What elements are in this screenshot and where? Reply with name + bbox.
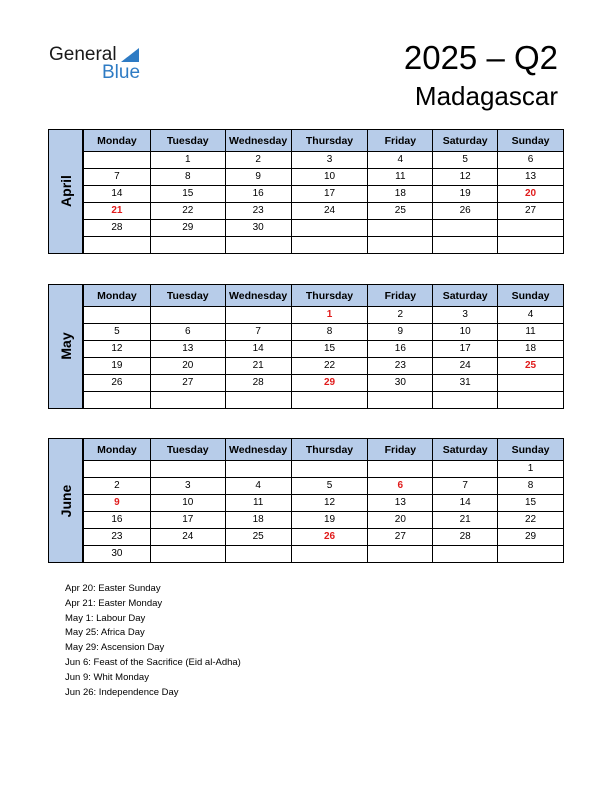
empty-day-cell [498,392,564,409]
day-cell: 2 [84,478,151,495]
day-cell: 28 [84,220,151,237]
day-cell: 25 [368,203,433,220]
month-label [48,129,83,254]
day-cell: 5 [433,152,498,169]
day-cell: 9 [225,169,291,186]
day-cell: 8 [150,169,225,186]
day-cell: 5 [84,324,151,341]
empty-day-cell [291,220,368,237]
holiday-note: Apr 21: Easter Monday [65,597,163,609]
holiday-note: Jun 9: Whit Monday [65,671,149,683]
week-row [84,169,564,186]
weekday-header: Friday [368,285,433,307]
day-cell: 24 [150,529,225,546]
weekday-header-row [84,439,564,461]
month-table [83,284,564,409]
day-cell: 30 [368,375,433,392]
day-cell: 26 [433,203,498,220]
empty-day-cell [498,237,564,254]
day-cell: 24 [433,358,498,375]
day-cell: 26 [84,375,151,392]
day-cell: 18 [498,341,564,358]
day-cell: 27 [150,375,225,392]
day-cell: 23 [84,529,151,546]
weekday-header: Thursday [291,285,368,307]
day-cell: 4 [498,307,564,324]
empty-day-cell [433,461,498,478]
week-row [84,529,564,546]
holiday-note: May 29: Ascension Day [65,642,165,654]
weekday-header-row [84,130,564,152]
day-cell: 22 [498,512,564,529]
week-row [84,152,564,169]
empty-day-cell [368,461,433,478]
weekday-header: Saturday [433,439,498,461]
day-cell: 10 [150,495,225,512]
empty-day-cell [225,392,291,409]
empty-day-cell [150,237,225,254]
empty-day-cell [433,220,498,237]
weekday-header: Monday [84,285,151,307]
day-cell: 12 [433,169,498,186]
empty-day-cell [150,461,225,478]
day-cell: 19 [433,186,498,203]
generalblue-logo [49,44,149,84]
weekday-header: Tuesday [150,285,225,307]
day-cell: 27 [368,529,433,546]
empty-day-cell [433,546,498,563]
day-cell: 14 [225,341,291,358]
empty-day-cell [84,307,151,324]
week-row [84,392,564,409]
day-cell: 17 [150,512,225,529]
weekday-header: Sunday [498,130,564,152]
day-cell: 18 [225,512,291,529]
day-cell: 4 [225,478,291,495]
holiday-day-cell: 26 [291,529,368,546]
day-cell: 1 [498,461,564,478]
empty-day-cell [225,546,291,563]
day-cell: 11 [498,324,564,341]
weekday-header: Sunday [498,439,564,461]
day-cell: 15 [150,186,225,203]
day-cell: 12 [291,495,368,512]
month-name: June [57,484,74,517]
weekday-header: Wednesday [225,285,291,307]
empty-day-cell [84,237,151,254]
month-name: April [57,175,74,208]
day-cell: 13 [498,169,564,186]
weekday-header: Saturday [433,130,498,152]
week-row [84,203,564,220]
logo-triangle-icon [121,48,139,62]
day-cell: 5 [291,478,368,495]
weekday-header: Wednesday [225,130,291,152]
weekday-header-row [84,285,564,307]
holiday-day-cell: 29 [291,375,368,392]
day-cell: 20 [150,358,225,375]
month-label [48,284,83,409]
empty-day-cell [368,220,433,237]
day-cell: 16 [368,341,433,358]
holiday-note: May 1: Labour Day [65,612,146,624]
day-cell: 22 [291,358,368,375]
day-cell: 10 [433,324,498,341]
month-label [48,438,83,563]
week-row [84,186,564,203]
week-row [84,341,564,358]
week-row [84,307,564,324]
week-row [84,375,564,392]
day-cell: 21 [225,358,291,375]
day-cell: 4 [368,152,433,169]
day-cell: 1 [150,152,225,169]
day-cell: 9 [368,324,433,341]
empty-day-cell [291,237,368,254]
day-cell: 14 [433,495,498,512]
day-cell: 23 [225,203,291,220]
empty-day-cell [291,392,368,409]
empty-day-cell [84,392,151,409]
day-cell: 12 [84,341,151,358]
empty-day-cell [498,546,564,563]
day-cell: 3 [150,478,225,495]
day-cell: 25 [225,529,291,546]
day-cell: 22 [150,203,225,220]
weekday-header: Friday [368,439,433,461]
day-cell: 21 [433,512,498,529]
holiday-day-cell: 20 [498,186,564,203]
day-cell: 7 [433,478,498,495]
empty-day-cell [368,392,433,409]
day-cell: 10 [291,169,368,186]
empty-day-cell [84,152,151,169]
empty-day-cell [150,392,225,409]
day-cell: 29 [150,220,225,237]
day-cell: 6 [150,324,225,341]
day-cell: 15 [291,341,368,358]
week-row [84,358,564,375]
weekday-header: Monday [84,439,151,461]
day-cell: 28 [433,529,498,546]
day-cell: 16 [225,186,291,203]
weekday-header: Thursday [291,439,368,461]
day-cell: 24 [291,203,368,220]
month-table [83,129,564,254]
day-cell: 13 [150,341,225,358]
country-name: Madagascar [414,81,558,111]
day-cell: 2 [225,152,291,169]
day-cell: 29 [498,529,564,546]
week-row [84,461,564,478]
empty-day-cell [291,461,368,478]
empty-day-cell [225,461,291,478]
day-cell: 17 [291,186,368,203]
holiday-day-cell: 6 [368,478,433,495]
empty-day-cell [368,546,433,563]
day-cell: 23 [368,358,433,375]
week-row [84,478,564,495]
empty-day-cell [225,307,291,324]
page-title: 2025 – Q2 [403,39,558,76]
holiday-note: May 25: Africa Day [65,627,145,639]
weekday-header: Friday [368,130,433,152]
empty-day-cell [225,237,291,254]
weekday-header: Tuesday [150,439,225,461]
weekday-header: Monday [84,130,151,152]
day-cell: 14 [84,186,151,203]
empty-day-cell [433,237,498,254]
empty-day-cell [150,546,225,563]
weekday-header: Wednesday [225,439,291,461]
day-cell: 19 [291,512,368,529]
logo-blue-text: Blue [102,62,141,83]
day-cell: 11 [225,495,291,512]
empty-day-cell [368,237,433,254]
day-cell: 6 [498,152,564,169]
week-row [84,324,564,341]
day-cell: 16 [84,512,151,529]
day-cell: 27 [498,203,564,220]
week-row [84,512,564,529]
day-cell: 30 [225,220,291,237]
empty-day-cell [498,220,564,237]
weekday-header: Tuesday [150,130,225,152]
day-cell: 30 [84,546,151,563]
holiday-day-cell: 25 [498,358,564,375]
empty-day-cell [433,392,498,409]
weekday-header: Sunday [498,285,564,307]
empty-day-cell [291,546,368,563]
day-cell: 7 [225,324,291,341]
holiday-day-cell: 21 [84,203,151,220]
holiday-day-cell: 9 [84,495,151,512]
day-cell: 3 [291,152,368,169]
day-cell: 17 [433,341,498,358]
day-cell: 19 [84,358,151,375]
day-cell: 15 [498,495,564,512]
day-cell: 11 [368,169,433,186]
week-row [84,237,564,254]
day-cell: 3 [433,307,498,324]
day-cell: 13 [368,495,433,512]
weekday-header: Thursday [291,130,368,152]
month-name: May [57,332,74,360]
holiday-notes [65,582,241,700]
week-row [84,495,564,512]
empty-day-cell [84,461,151,478]
day-cell: 31 [433,375,498,392]
week-row [84,220,564,237]
day-cell: 8 [291,324,368,341]
day-cell: 2 [368,307,433,324]
day-cell: 7 [84,169,151,186]
week-row [84,546,564,563]
empty-day-cell [498,375,564,392]
holiday-note: Apr 20: Easter Sunday [65,583,161,594]
weekday-header: Saturday [433,285,498,307]
day-cell: 18 [368,186,433,203]
holiday-note: Jun 26: Independence Day [65,686,179,698]
day-cell: 28 [225,375,291,392]
day-cell: 8 [498,478,564,495]
month-table [83,438,564,563]
logo-general-text: General [49,44,117,65]
holiday-day-cell: 1 [291,307,368,324]
day-cell: 20 [368,512,433,529]
empty-day-cell [150,307,225,324]
holiday-note: Jun 6: Feast of the Sacrifice (Eid al-Adha) [65,656,241,668]
